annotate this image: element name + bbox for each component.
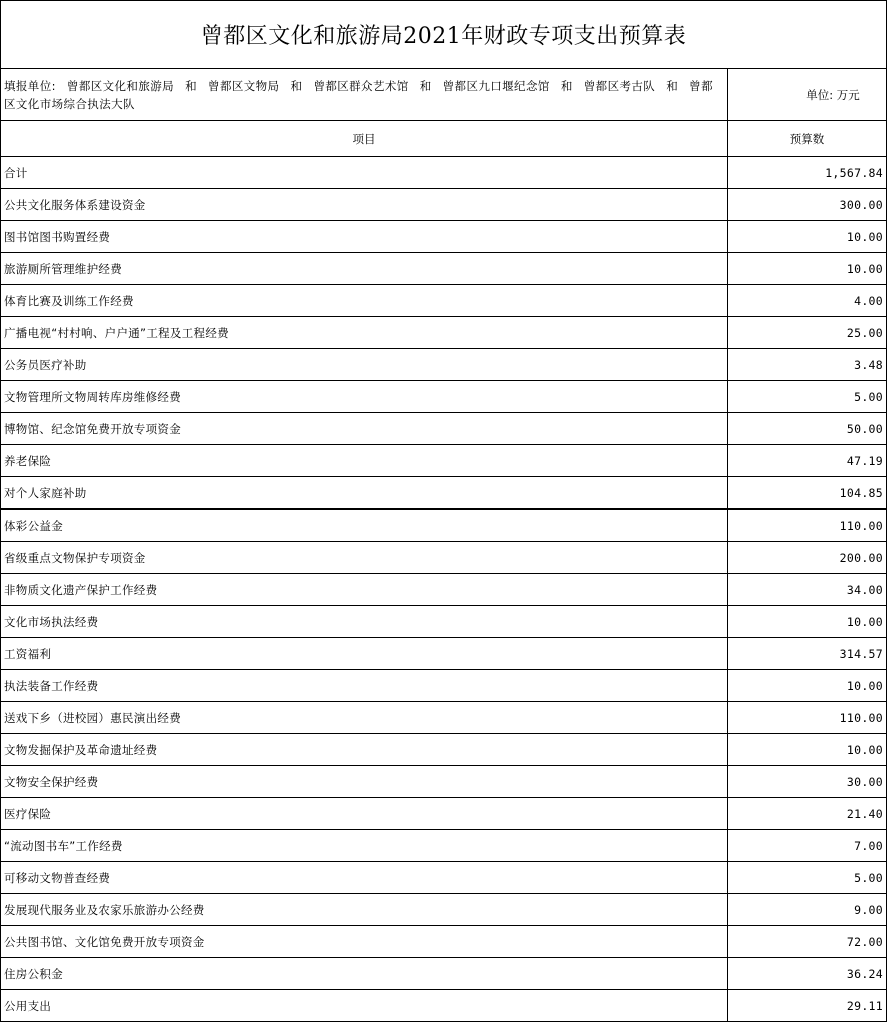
row-budget-amount: 36.24 (728, 958, 887, 990)
row-budget-amount: 21.40 (728, 798, 887, 830)
table-row (1, 766, 887, 798)
table-row (1, 734, 887, 766)
table-row (1, 413, 887, 445)
row-budget-amount: 5.00 (728, 862, 887, 894)
row-item-name: 发展现代服务业及农家乐旅游办公经费 (1, 894, 728, 926)
row-budget-amount: 29.11 (728, 990, 887, 1022)
row-item-name: 广播电视“村村响、户户通”工程及工程经费 (1, 317, 728, 349)
table-row (1, 830, 887, 862)
table-row (1, 702, 887, 734)
row-item-name: 非物质文化遗产保护工作经费 (1, 574, 728, 606)
row-budget-amount: 10.00 (728, 734, 887, 766)
row-item-name: 执法装备工作经费 (1, 670, 728, 702)
row-budget-amount: 5.00 (728, 381, 887, 413)
column-header-item: 项目 (1, 121, 728, 157)
table-row (1, 285, 887, 317)
table-row (1, 638, 887, 670)
table-row (1, 317, 887, 349)
row-budget-amount: 104.85 (728, 477, 887, 510)
row-item-name: 公共图书馆、文化馆免费开放专项资金 (1, 926, 728, 958)
row-item-name: 省级重点文物保护专项资金 (1, 542, 728, 574)
row-budget-amount: 50.00 (728, 413, 887, 445)
row-item-name: 图书馆图书购置经费 (1, 221, 728, 253)
row-item-name: 公用支出 (1, 990, 728, 1022)
table-row (1, 574, 887, 606)
table-row (1, 253, 887, 285)
row-budget-amount: 10.00 (728, 670, 887, 702)
table-row (1, 477, 887, 510)
row-item-name: 对个人家庭补助 (1, 477, 728, 510)
row-item-name: 旅游厕所管理维护经费 (1, 253, 728, 285)
row-budget-amount: 314.57 (728, 638, 887, 670)
row-item-name: 工资福利 (1, 638, 728, 670)
row-item-name: 文物安全保护经费 (1, 766, 728, 798)
table-row (1, 894, 887, 926)
info-row (1, 69, 887, 121)
table-row (1, 670, 887, 702)
table-row (1, 862, 887, 894)
row-item-name: 公共文化服务体系建设资金 (1, 189, 728, 221)
table-row (1, 349, 887, 381)
table-row (1, 509, 887, 542)
table-row (1, 157, 887, 189)
row-item-name: 文物发掘保护及革命遗址经费 (1, 734, 728, 766)
row-budget-amount: 34.00 (728, 574, 887, 606)
row-item-name: 住房公积金 (1, 958, 728, 990)
row-item-name: 体彩公益金 (1, 509, 728, 542)
table-row (1, 542, 887, 574)
row-item-name: 送戏下乡（进校园）惠民演出经费 (1, 702, 728, 734)
row-budget-amount: 47.19 (728, 445, 887, 477)
row-item-name: “流动图书车”工作经费 (1, 830, 728, 862)
row-item-name: 博物馆、纪念馆免费开放专项资金 (1, 413, 728, 445)
row-budget-amount: 30.00 (728, 766, 887, 798)
row-budget-amount: 10.00 (728, 221, 887, 253)
column-header-amount: 预算数 (728, 121, 887, 157)
row-budget-amount: 7.00 (728, 830, 887, 862)
table-row (1, 189, 887, 221)
table-row (1, 990, 887, 1022)
table-row (1, 606, 887, 638)
title-row (1, 1, 887, 69)
row-budget-amount: 4.00 (728, 285, 887, 317)
unit-label: 单位: 万元 (728, 69, 887, 121)
row-budget-amount: 72.00 (728, 926, 887, 958)
row-item-name: 养老保险 (1, 445, 728, 477)
filler-unit-text: 填报单位: 曾都区文化和旅游局 和 曾都区文物局 和 曾都区群众艺术馆 和 曾都区九口堰纪念馆 和 曾都区考古队 和 曾都区文化市场综合执法大队 (1, 69, 728, 121)
row-budget-amount: 110.00 (728, 509, 887, 542)
row-item-name: 文化市场执法经费 (1, 606, 728, 638)
row-item-name: 体育比赛及训练工作经费 (1, 285, 728, 317)
row-item-name: 医疗保险 (1, 798, 728, 830)
table-row (1, 445, 887, 477)
row-item-name: 合计 (1, 157, 728, 189)
table-row (1, 798, 887, 830)
row-budget-amount: 110.00 (728, 702, 887, 734)
row-item-name: 公务员医疗补助 (1, 349, 728, 381)
row-budget-amount: 25.00 (728, 317, 887, 349)
table-row (1, 381, 887, 413)
header-row (1, 121, 887, 157)
row-budget-amount: 10.00 (728, 253, 887, 285)
page-title: 曾都区文化和旅游局2021年财政专项支出预算表 (1, 1, 887, 69)
row-item-name: 文物管理所文物周转库房维修经费 (1, 381, 728, 413)
table-row (1, 926, 887, 958)
table-row (1, 221, 887, 253)
row-budget-amount: 9.00 (728, 894, 887, 926)
table-row (1, 958, 887, 990)
row-budget-amount: 10.00 (728, 606, 887, 638)
row-item-name: 可移动文物普查经费 (1, 862, 728, 894)
row-budget-amount: 3.48 (728, 349, 887, 381)
row-budget-amount: 300.00 (728, 189, 887, 221)
row-budget-amount: 1,567.84 (728, 157, 887, 189)
row-budget-amount: 200.00 (728, 542, 887, 574)
